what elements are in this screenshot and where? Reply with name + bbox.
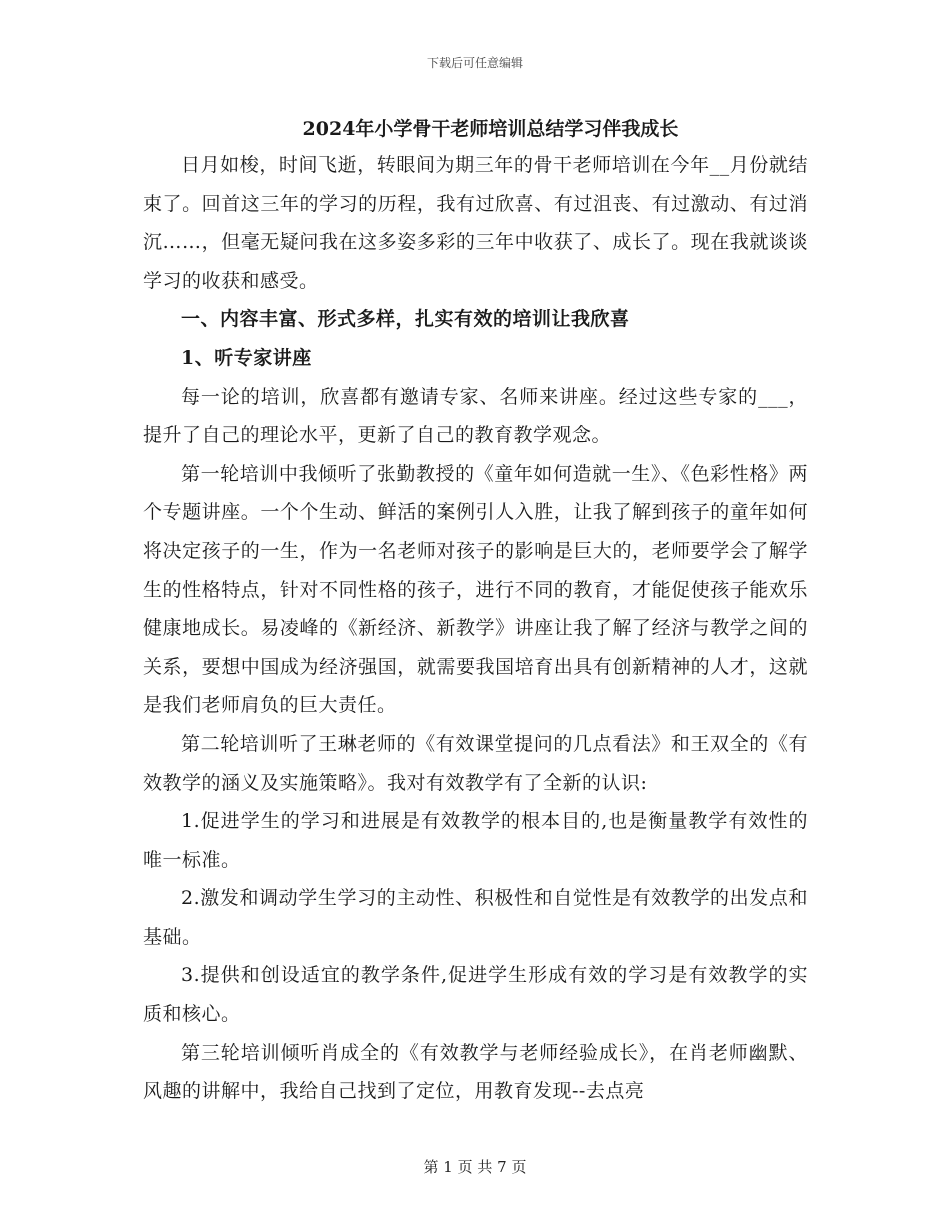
paragraph: 第一轮培训中我倾听了张勤教授的《童年如何造就一生》、《色彩性格》两个专题讲座。一个个生动、鲜活的案例引人入胜，让我了解到孩子的童年如何将决定孩子的一生，作为一名老师对孩子的影响是巨大的，老师要学会了解学生的性格特点，针对不同性格的孩子，进行不同的教育，才能促使孩子能欢乐健康地成长。易凌峰的《新经济、新教学》讲座让我了解了经济与教学之间的关系，要想中国成为经济强国，就需要我国培育出具有创新精神的人才，这就是我们老师肩负的巨大责任。 [143,462,808,717]
document-title: 2024年小学骨干老师培训总结学习伴我成长 [302,118,679,140]
header-note: 下载后可任意编辑 [426,56,523,70]
paragraph: 第二轮培训听了王琳老师的《有效课堂提问的几点看法》和王双全的《有效教学的涵义及实施策略》。我对有效教学有了全新的认识: [143,732,808,794]
list-item: 3.提供和创设适宜的教学条件,促进学生形成有效的学习是有效教学的实质和核心。 [143,964,808,1026]
document-body [143,112,808,1111]
paragraph-intro: 日月如梭，时间飞逝，转眼间为期三年的骨干老师培训在今年__月份就结束了。回首这三年的学习的历程，我有过欣喜、有过沮丧、有过激动、有过消沉……，但毫无疑问我在这多姿多彩的三年中收获了、成长了。现在我就谈谈学习的收获和感受。 [143,154,808,292]
list-item: 2.激发和调动学生学习的主动性、积极性和自觉性是有效教学的出发点和基础。 [143,887,808,948]
subsection-heading-1: 1、听专家讲座 [181,346,312,369]
paragraph: 每一论的培训，欣喜都有邀请专家、名师来讲座。经过这些专家的___，提升了自己的理论水平，更新了自己的教育教学观念。 [143,385,808,447]
paragraph: 第三轮培训倾听肖成全的《有效教学与老师经验成长》，在肖老师幽默、风趣的讲解中，我给自己找到了定位，用教育发现--去点亮 [143,1041,808,1103]
list-item: 1.促进学生的学习和进展是有效教学的根本目的,也是衡量教学有效性的唯一标准。 [143,810,808,871]
page-number: 第 1 页 共 7 页 [423,1158,527,1176]
section-heading-1: 一、内容丰富、形式多样，扎实有效的培训让我欣喜 [181,308,630,331]
